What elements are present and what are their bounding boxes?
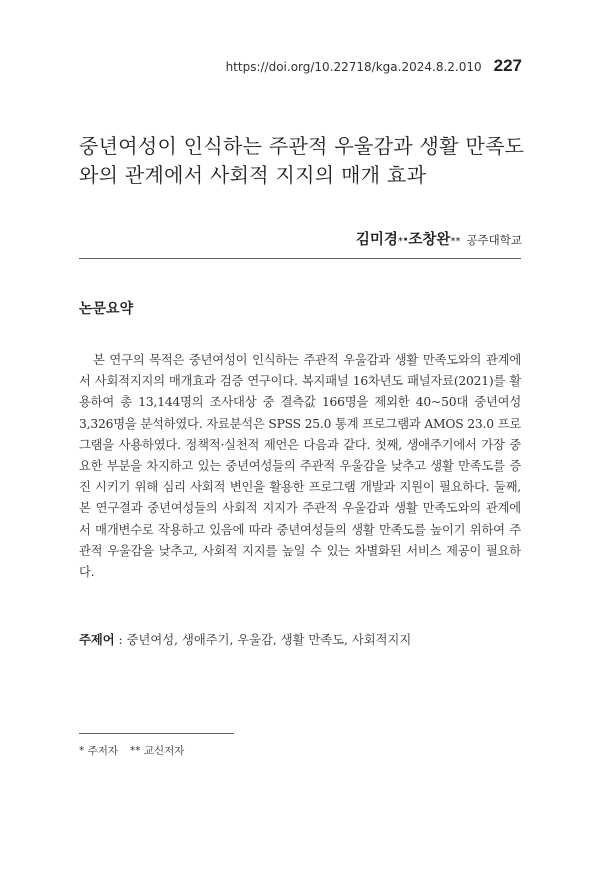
keywords-colon: :: [114, 633, 127, 647]
keywords: [79, 630, 521, 650]
author-line: [356, 228, 522, 249]
keywords-text: 중년여성, 생애주기, 우울감, 생활 만족도, 사회적지지: [126, 633, 412, 647]
author-2-mark: **: [450, 236, 461, 247]
page-number: 227: [493, 56, 522, 75]
title-line-1: 중년여성이 인식하는 주관적 우울감과 생활 만족도: [79, 134, 525, 158]
doi-header: [226, 56, 522, 80]
title-line-2: 와의 관계에서 사회적 지지의 매개 효과: [79, 163, 427, 187]
footnote-2-text: 교신저자: [143, 745, 185, 757]
title-divider: [79, 258, 521, 259]
paper-title: [79, 132, 529, 190]
footnote-2-mark: **: [130, 745, 141, 757]
footnotes: [79, 743, 184, 758]
keywords-label: 주제어: [79, 633, 115, 647]
footnote-1-text: 주저자: [87, 745, 119, 757]
author-2: 조창완: [408, 232, 451, 248]
author-1-mark: *: [397, 236, 403, 247]
doi-link[interactable]: https://doi.org/10.22718/kga.2024.8.2.010: [225, 60, 482, 74]
author-separator: ·: [402, 232, 409, 248]
author-1: 김미경: [355, 232, 398, 248]
footnote-divider: [79, 733, 234, 734]
footnote-1-mark: *: [79, 745, 85, 757]
abstract-body: 본 연구의 목적은 중년여성이 인식하는 주관적 우울감과 생활 만족도와의 관계에서 사회적지지의 매개효과 검증 연구이다. 복지패널 16차년도 패널자료(2021)를 활용하여 총 13,144명의 조사대상 중 결측값 166명을 제외한 40~50대 중년여성 3,326명을 분석하였다. 자료분석은 SPSS 25.0 통계 프로그램과 AMOS 23.0 프로그램을 사용하였다. 정책적·실천적 제언은 다음과 같다. 첫째, 생애주기에서 가장 중요한 부분을 차지하고 있는 중년여성들의 주관적 우울감을 낮추고 생활 만족도를 증진 시키기 위해 심리 사회적 변인을 활용한 프로그램 개발과 지원이 필요하다. 둘째, 본 연구결과 중년여성들의 사회적 지지가 주관적 우울감과 생활 만족도와의 관계에서 매개변수로 작용하고 있음에 따라 중년여성들의 생활 만족도를 높이기 위하여 주관적 우울감을 낮추고, 사회적 지지를 높일 수 있는 차별화된 서비스 제공이 필요하다.: [79, 353, 521, 580]
abstract-heading: 논문요약: [79, 301, 134, 317]
affiliation: 공주대학교: [466, 233, 522, 247]
